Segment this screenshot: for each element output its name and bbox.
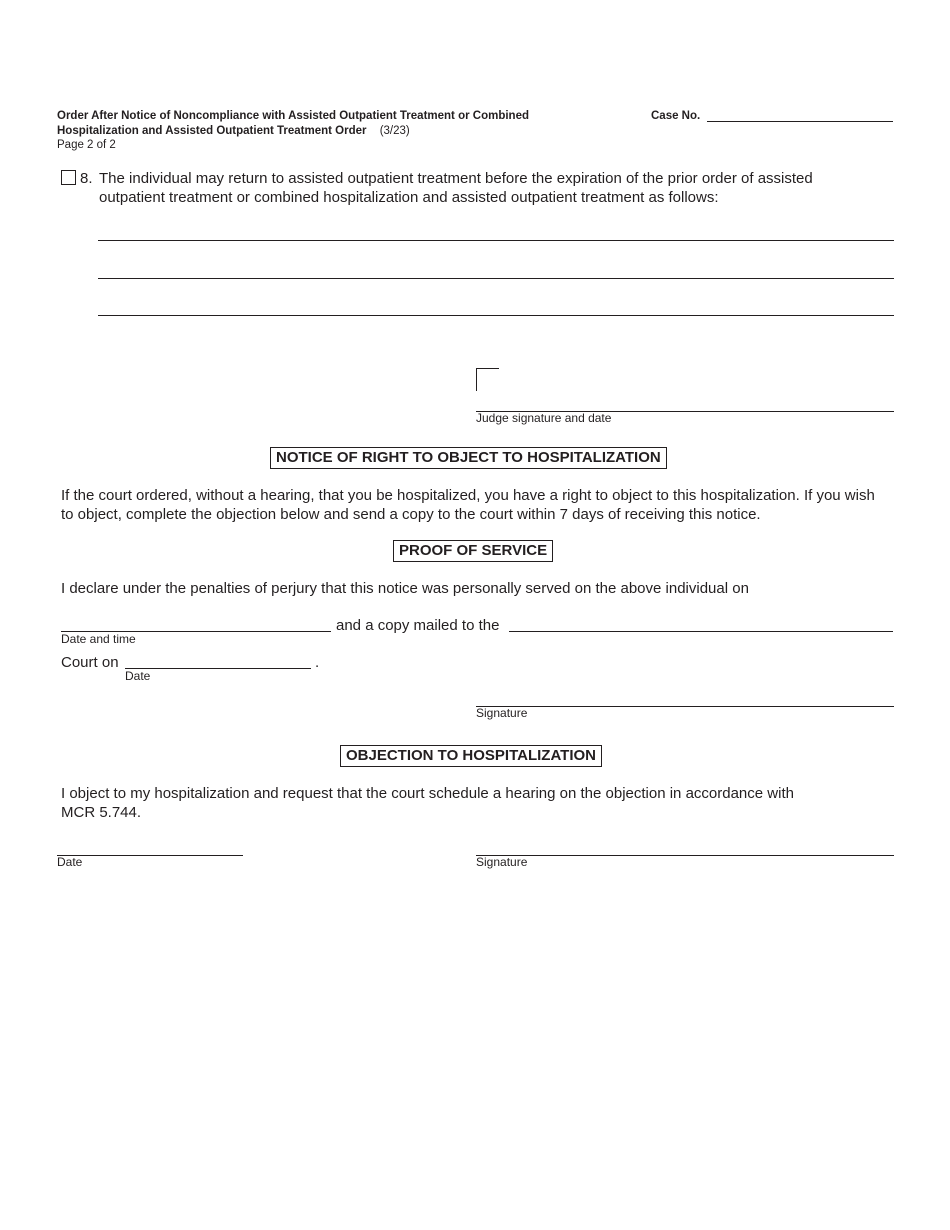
form-revision: (3/23)	[379, 125, 410, 137]
notice-text-line1: If the court ordered, without a hearing, that you be hospitalized, you have a right to object to this hospitalization. If you wish	[61, 487, 875, 504]
objection-signature-caption: Signature	[476, 855, 528, 869]
proof-of-service-title: PROOF OF SERVICE	[393, 540, 553, 562]
court-on-period: .	[315, 654, 320, 671]
form-title-line1: Order After Notice of Noncompliance with Assisted Outpatient Treatment or Combined	[57, 110, 529, 122]
judge-signature-caption: Judge signature and date	[476, 411, 612, 425]
notice-text	[61, 487, 901, 524]
objection-title: OBJECTION TO HOSPITALIZATION	[340, 745, 602, 767]
case-no-label: Case No.	[651, 110, 701, 122]
copy-mailed-recipient-line[interactable]	[509, 631, 893, 632]
form-title	[57, 109, 529, 139]
notice-title: NOTICE OF RIGHT TO OBJECT TO HOSPITALIZATION	[270, 447, 667, 469]
item-8-text-line2: outpatient treatment or combined hospitalization and assisted outpatient treatment as follows:	[99, 188, 719, 206]
item-8-answer-line[interactable]	[98, 278, 894, 279]
item-8-text	[99, 170, 899, 207]
objection-text	[61, 785, 901, 822]
copy-mailed-text: and a copy mailed to the	[336, 617, 500, 634]
proof-signature-line[interactable]	[476, 706, 894, 707]
seal-corner-mark	[476, 368, 499, 391]
objection-date-line[interactable]	[57, 855, 243, 856]
objection-text-line2: MCR 5.744.	[61, 803, 142, 821]
form-title-line2	[57, 124, 529, 139]
item-8-answer-line[interactable]	[98, 240, 894, 241]
item-8-text-line1: The individual may return to assisted outpatient treatment before the expiration of the prior order of assisted	[99, 170, 813, 187]
objection-date-caption: Date	[57, 855, 83, 869]
notice-text-line2: to object, complete the objection below and send a copy to the court within 7 days of receiving this notice.	[61, 505, 761, 523]
court-date-line[interactable]	[125, 668, 311, 669]
proof-declaration: I declare under the penalties of perjury that this notice was personally served on the above individual on	[61, 580, 749, 597]
item-8-answer-line[interactable]	[98, 315, 894, 316]
court-on-label: Court on	[61, 654, 119, 671]
page-number: Page 2 of 2	[57, 139, 116, 151]
case-no-field[interactable]	[707, 121, 893, 122]
objection-signature-line[interactable]	[476, 855, 894, 856]
item-8-checkbox[interactable]	[61, 170, 76, 185]
item-8-number: 8.	[80, 170, 93, 187]
form-title-line2-text: Hospitalization and Assisted Outpatient Treatment Order	[57, 125, 367, 137]
objection-text-line1: I object to my hospitalization and request that the court schedule a hearing on the objection in accordance with	[61, 785, 794, 802]
proof-signature-caption: Signature	[476, 706, 528, 720]
service-date-time-caption: Date and time	[61, 632, 136, 646]
court-date-caption: Date	[125, 669, 151, 683]
